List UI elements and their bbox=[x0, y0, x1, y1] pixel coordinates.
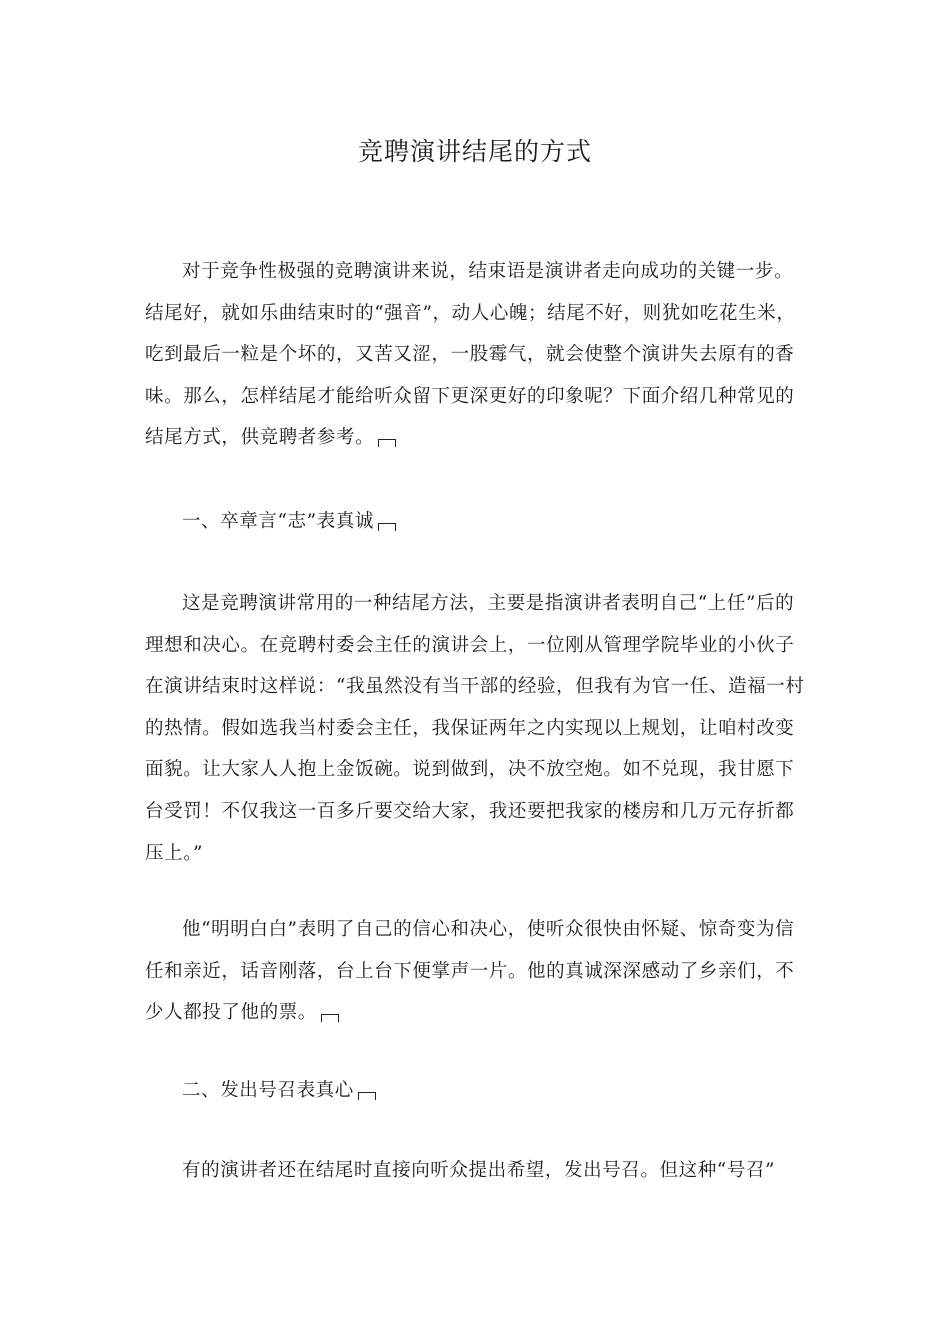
paragraph-end-mark-icon bbox=[358, 1092, 376, 1100]
paragraph-text: 他“明明白白”表明了自己的信心和决心，使听众很快由怀疑、惊奇变为信任和亲近，话音刚落，台上台下便掌声一片。他的真诚深深感动了乡亲们，不少人都投了他的票。 bbox=[145, 919, 795, 1024]
paragraph-end-mark-icon bbox=[321, 1014, 339, 1022]
heading-text: 二、发出号召表真心 bbox=[182, 1080, 354, 1101]
section-heading-2 bbox=[145, 1070, 805, 1112]
section-heading-1 bbox=[145, 501, 805, 543]
paragraph-continued bbox=[145, 1150, 805, 1192]
paragraph-text: 有的演讲者还在结尾时直接向听众提出希望，发出号召。但这种“号召” bbox=[182, 1160, 776, 1181]
paragraph-text: 这是竞聘演讲常用的一种结尾方法，主要是指演讲者表明自己“上任”后的理想和决心。在竞聘村委会主任的演讲会上，一位刚从管理学院毕业的小伙子在演讲结束时这样说：“我虽然没有当干部的经验，但我有为官一任、造福一村的热情。假如选我当村委会主任，我保证两年之内实现以上规划，让咱村改变面貌。让大家人人抱上金饭碗。说到做到，决不放空炮。如不兑现，我甘愿下台受罚！不仅我这一百多斤要交给大家，我还要把我家的楼房和几万元存折都压上。” bbox=[145, 593, 805, 864]
paragraph-analysis bbox=[145, 909, 805, 1034]
heading-text: 一、卒章言“志”表真诚 bbox=[182, 511, 375, 532]
paragraph-example bbox=[145, 583, 805, 874]
paragraph-end-mark-icon bbox=[378, 439, 396, 447]
paragraph-text: 对于竞争性极强的竞聘演讲来说，结束语是演讲者走向成功的关键一步。结尾好，就如乐曲结束时的“强音”，动人心魄；结尾不好，则犹如吃花生米，吃到最后一粒是个坏的，又苦又涩，一股霉气，就会使整个演讲失去原有的香味。那么，怎样结尾才能给听众留下更深更好的印象呢？下面介绍几种常见的结尾方式，供竞聘者参考。 bbox=[145, 261, 796, 449]
document-title: 竞聘演讲结尾的方式 bbox=[357, 137, 592, 166]
paragraph-intro bbox=[145, 251, 805, 459]
paragraph-end-mark-icon bbox=[378, 523, 396, 531]
